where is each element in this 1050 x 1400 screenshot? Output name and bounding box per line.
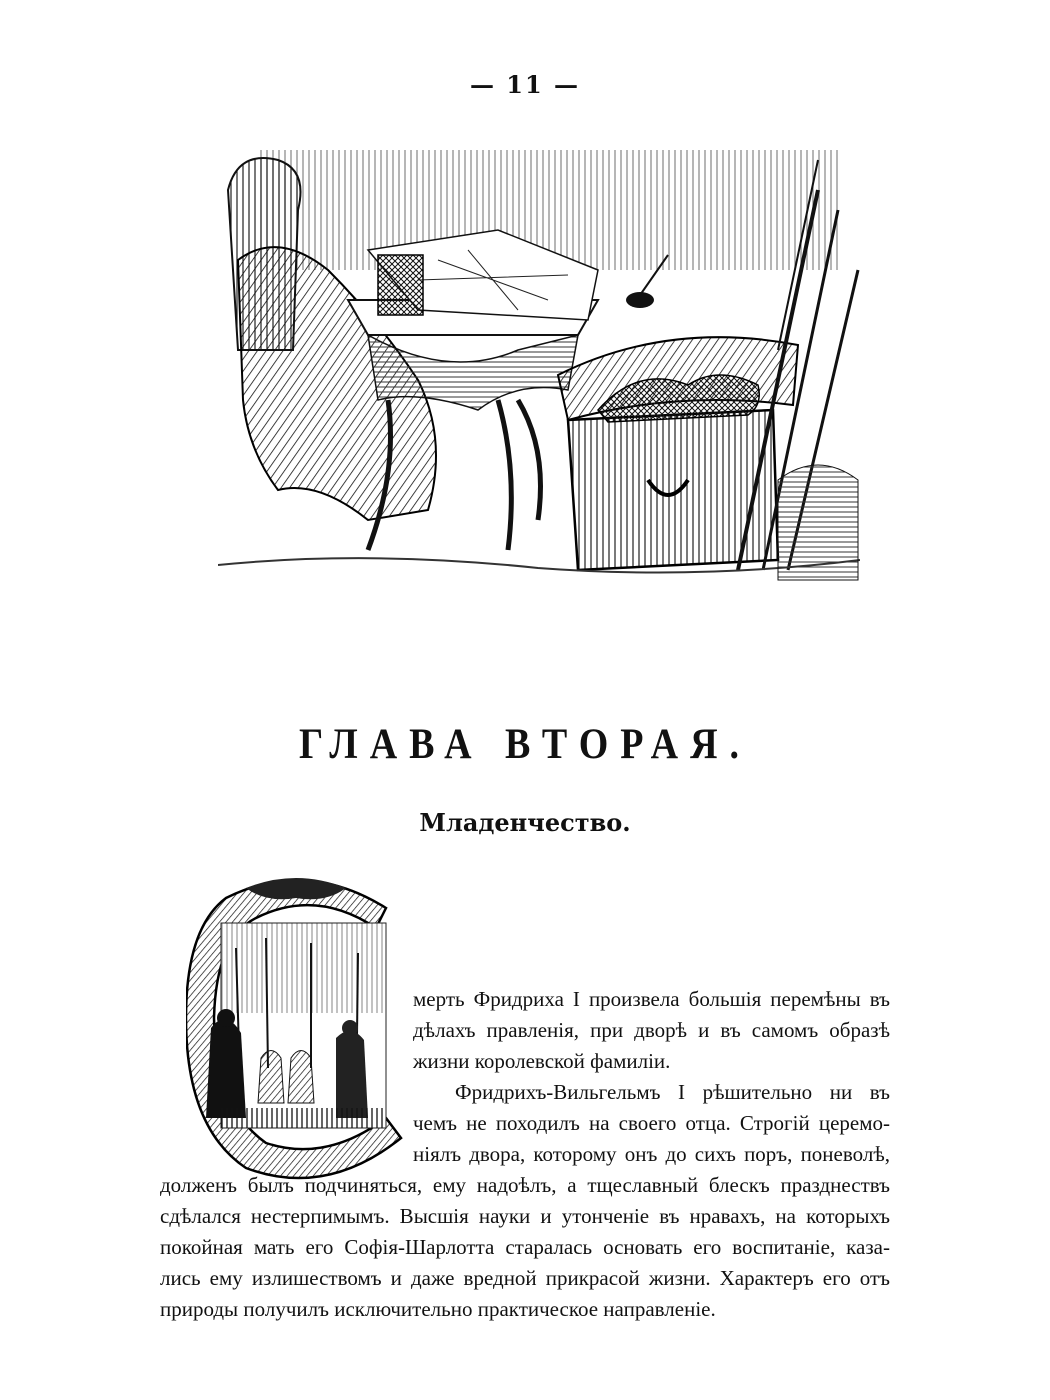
body-text-line: чемъ не походилъ на своего отца. Строгій церемо- (413, 1111, 890, 1135)
top-engraving-illustration (218, 150, 860, 582)
body-text-line: Фридрихъ-Вильгельмъ I рѣшительно ни въ (455, 1080, 890, 1104)
chapter-title: ГЛАВА ВТОРАЯ. (298, 719, 752, 769)
body-text-line: мерть Фридриха I произвела большія перемѣны въ (413, 987, 890, 1011)
chapter-subtitle: Младенчество. (419, 808, 631, 837)
body-text-line: лись ему излишествомъ и даже вредной прикрасой жизни. Характеръ его отъ (160, 1266, 890, 1290)
body-text-line: дѣлахъ правленія, при дворѣ и въ самомъ образѣ (413, 1018, 890, 1042)
body-text-line: природы получилъ исключительно практическое направленіе. (160, 1297, 716, 1321)
decorated-initial-illustration (186, 868, 406, 1180)
page-number: — 11 — (469, 70, 581, 99)
body-text-line: ніялъ двора, которому онъ до сихъ поръ, поневолѣ, (413, 1142, 890, 1166)
body-text-line: покойная мать его Софія-Шарлотта старалась основать его воспитаніе, каза- (160, 1235, 890, 1259)
body-text-line: жизни королевской фамиліи. (413, 1049, 671, 1073)
body-text-line: сдѣлался нестерпимымъ. Высшія науки и утонченіе въ нравахъ, на которыхъ (160, 1204, 890, 1228)
body-text-line: долженъ былъ подчиняться, ему надоѣлъ, а тщеславный блескъ празднествъ (160, 1173, 890, 1197)
